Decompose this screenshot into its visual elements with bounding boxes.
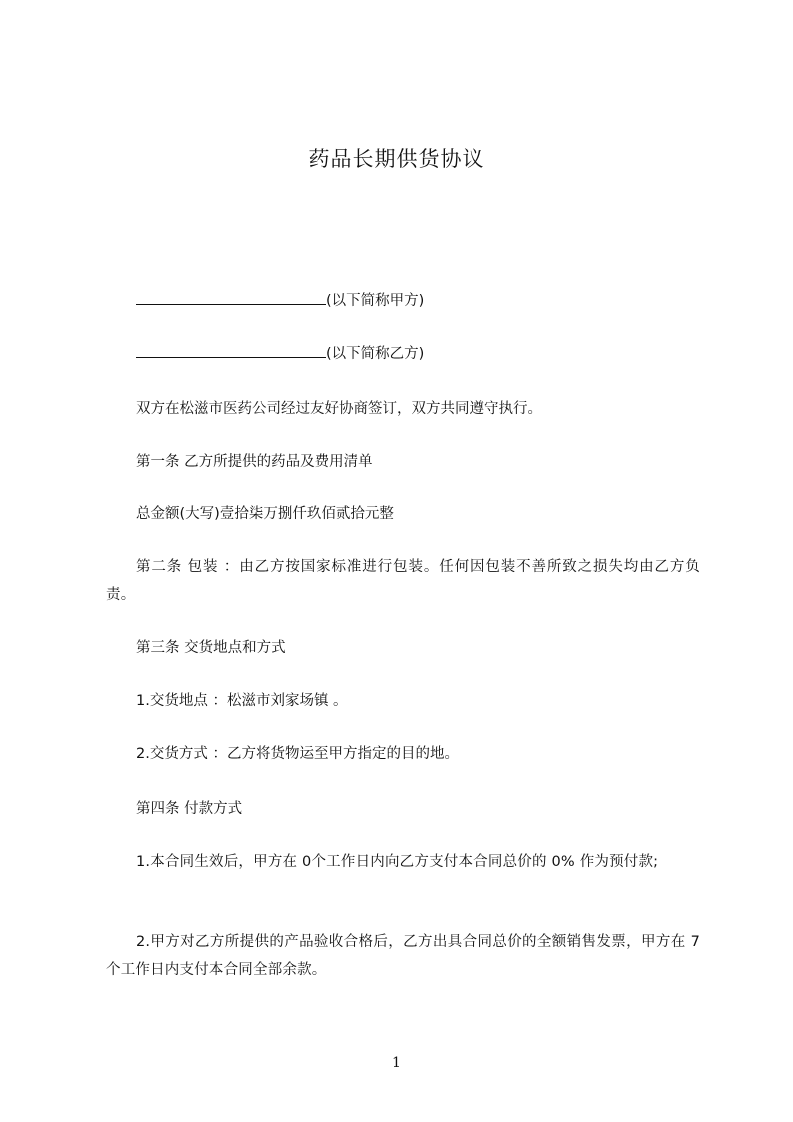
article4-item2: 2.甲方对乙方所提供的产品验收合格后，乙方出具合同总价的全额销售发票，甲方在 7 个工作日内支付本合同全部余款。 xyxy=(106,934,700,978)
article3-item2: 2.交货方式 ：乙方将货物运至甲方指定的目的地。 xyxy=(136,746,459,762)
total-amount: 总金额(大写)壹拾柒万捌仟玖佰贰拾元整 xyxy=(136,506,394,522)
article3-item1: 1.交货地点 ：松滋市刘家场镇 。 xyxy=(136,693,348,709)
document-title: 药品长期供货协议 xyxy=(308,147,485,171)
party-a-suffix: (以下简称甲方) xyxy=(326,293,425,309)
article1-heading: 第一条 乙方所提供的药品及费用清单 xyxy=(136,454,373,470)
party-b-suffix: (以下简称乙方) xyxy=(326,346,425,362)
party-a-line xyxy=(136,290,424,312)
article3-heading: 第三条 交货地点和方式 xyxy=(136,640,286,656)
party-b-line xyxy=(136,343,424,365)
intro-paragraph: 双方在松滋市医药公司经过友好协商签订，双方共同遵守执行。 xyxy=(136,401,542,417)
article2-paragraph: 第二条 包装 ：由乙方按国家标准进行包装。任何因包装不善所致之损失均由乙方负责。 xyxy=(106,559,700,603)
article4-item1: 1.本合同生效后，甲方在 0个工作日内向乙方支付本合同总价的 0% 作为预付款; xyxy=(136,854,659,870)
article4-heading: 第四条 付款方式 xyxy=(136,801,243,817)
party-a-blank xyxy=(136,290,326,305)
party-b-blank xyxy=(136,343,326,358)
page-number: 1 xyxy=(392,1055,401,1071)
